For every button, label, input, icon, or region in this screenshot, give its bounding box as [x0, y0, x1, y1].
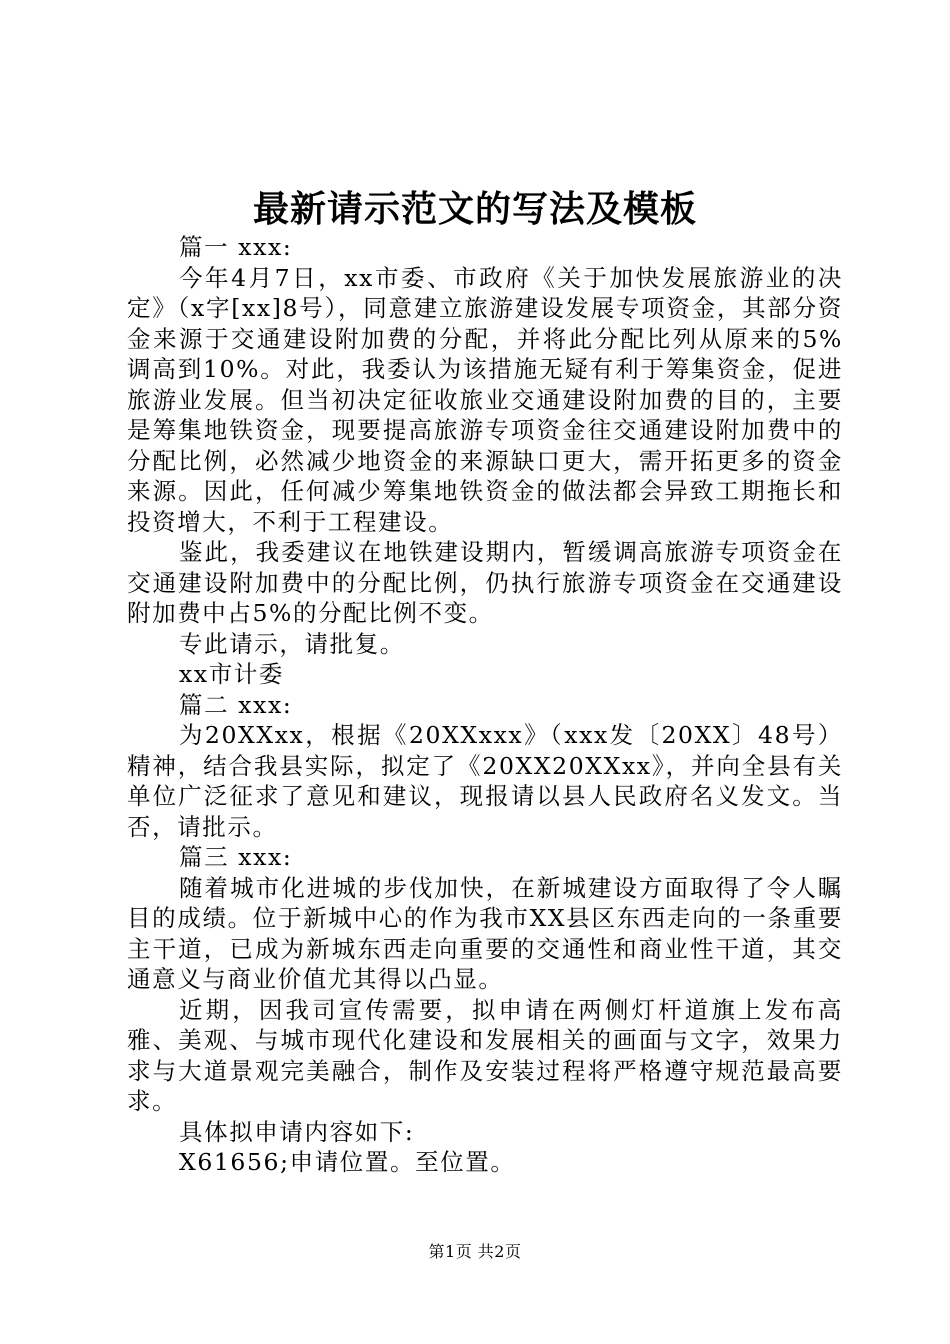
signature-line: xx市计委 [179, 660, 285, 688]
section-heading: 篇三 xxx: [179, 843, 293, 871]
section-heading: 篇二 xxx: [179, 690, 293, 719]
page-number-footer: 第1页 共2页 [428, 1242, 522, 1261]
document-body [127, 232, 843, 1178]
document-title: 最新请示范文的写法及模板 [252, 188, 697, 230]
paragraph: 鉴此，我委建议在地铁建设期内，暂缓调高旅游专项资金在交通建设附加费中的分配比例，仍执行旅游专项资金在交通建设附加费中占5%的分配比例不变。 [127, 538, 843, 627]
paragraph: 今年4月7日，xx市委、市政府《关于加快发展旅游业的决定》（x字[xx]8号），同意建立旅游建设发展专项资金，其部分资金来源于交通建设附加费的分配，并将此分配比列从原来的5%调高到10%。对此，我委认为该措施无疑有利于筹集资金，促进旅游业发展。但当初决定征收旅业交通建设附加费的目的，主要是筹集地铁资金，现要提高旅游专项资金往交通建设附加费中的分配比例，必然减少地资金的来源缺口更大，需开拓更多的资金来源。因此，任何减少筹集地铁资金的做法都会异致工期拖长和投资增大，不利于工程建设。 [127, 263, 843, 536]
paragraph: 专此请示，请批复。 [179, 629, 405, 658]
paragraph: 近期，因我司宣传需要，拟申请在两侧灯杆道旗上发布高雅、美观、与城市现代化建设和发展相关的画面与文字，效果力求与大道景观完美融合，制作及安装过程将严格遵守规范最高要求。 [127, 995, 843, 1115]
section-heading: 篇一 xxx: [179, 233, 293, 261]
paragraph: 具体拟申请内容如下: [179, 1117, 415, 1146]
paragraph: 随着城市化进城的步伐加快，在新城建设方面取得了令人瞩目的成绩。位于新城中心的作为我市XX县区东西走向的一条重要主干道，已成为新城东西走向重要的交通性和商业性干道，其交通意义与商业价值尤其得以凸显。 [127, 873, 843, 993]
paragraph: X61656;申请位置。至位置。 [179, 1148, 516, 1176]
paragraph: 为20XXxx，根据《20XXxxx》（xxx发〔20XX〕48号）精神，结合我县实际，拟定了《20XX20XXxx》，并向全县有关单位广泛征求了意见和建议，现报请以县人民政府名义发文。当否，请批示。 [127, 721, 843, 841]
